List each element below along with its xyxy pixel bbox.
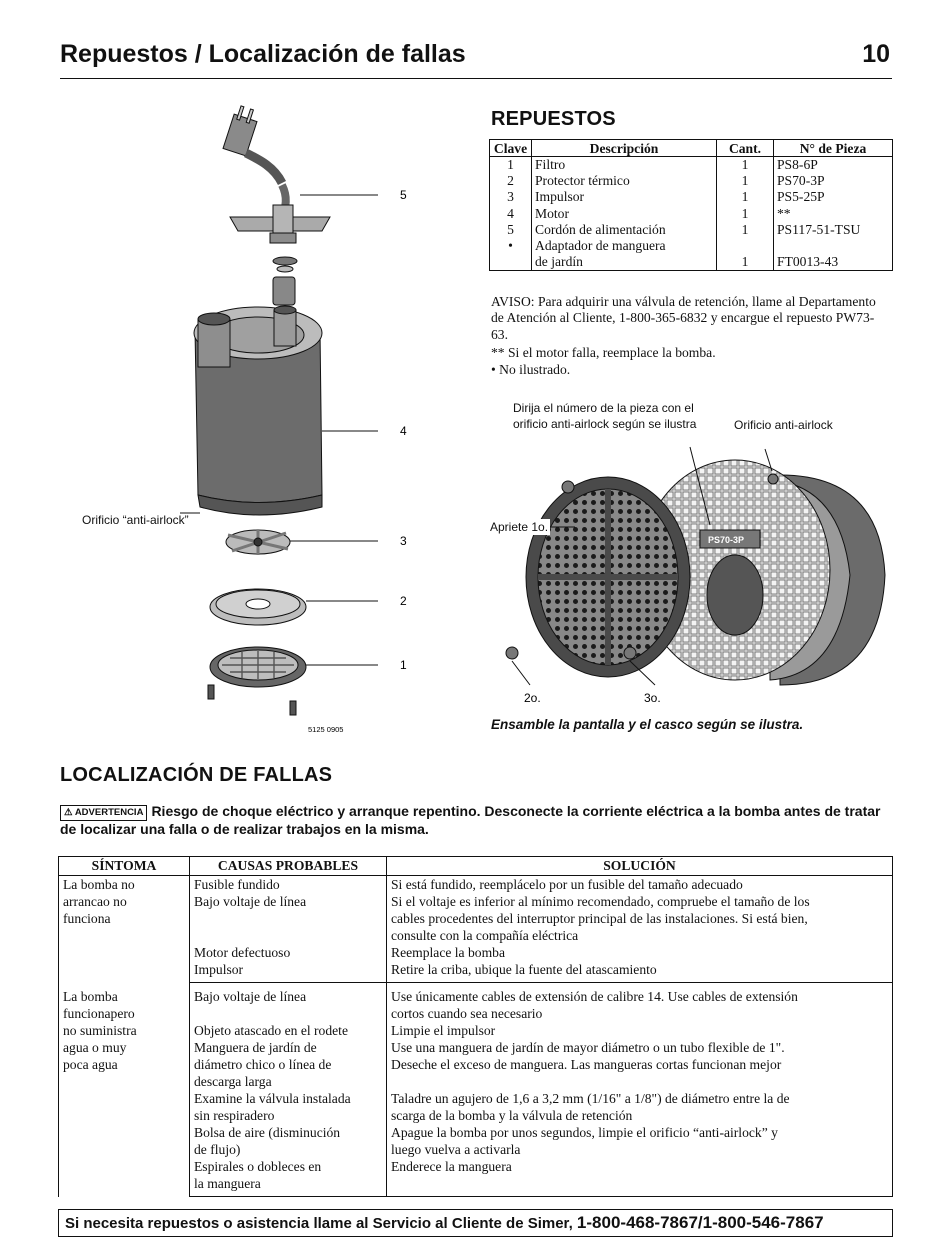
parts-row: [490, 222, 893, 238]
parts-cell: Cordón de alimentación: [532, 222, 717, 238]
solution-line: Reemplace la bomba: [391, 945, 505, 960]
impeller-icon: [226, 530, 290, 555]
cause-line: Impulsor: [194, 962, 244, 977]
cause-cell: [190, 1022, 387, 1039]
parts-cell: Protector térmico: [532, 173, 717, 189]
parts-row: [490, 254, 893, 271]
plug-icon: [223, 106, 282, 183]
step-2-label: 2o.: [524, 691, 541, 705]
symptom-line: funciona: [63, 911, 111, 926]
parts-cell: 1: [717, 173, 774, 189]
warning-badge: ⚠ ADVERTENCIA: [60, 805, 147, 821]
drawing-number: 5125 0905: [308, 725, 344, 734]
thermal-protector-icon: [210, 589, 306, 625]
col-sintoma: SÍNTOMA: [59, 857, 190, 876]
col-solucion: SOLUCIÓN: [387, 857, 893, 876]
symptom-cell: [59, 983, 190, 1197]
cause-cell: [190, 1090, 387, 1124]
solution-line: Retire la criba, ubique la fuente del atascamiento: [391, 962, 657, 977]
page-number: 10: [862, 40, 890, 68]
parts-cell: 1: [717, 222, 774, 238]
exploded-pump-diagram: [60, 105, 460, 745]
parts-cell: 1: [717, 189, 774, 205]
col-clave: Clave: [490, 140, 532, 157]
parts-cell: 1: [717, 206, 774, 222]
parts-cell: 2: [490, 173, 532, 189]
cause-line: Bajo voltaje de línea: [194, 894, 307, 909]
footer-contact: [58, 1209, 893, 1237]
airlock-label-right: Orificio anti-airlock: [734, 418, 833, 432]
parts-cell: [774, 238, 893, 254]
solution-line: Use una manguera de jardín de mayor diámetro o un tubo flexible de 1".: [391, 1040, 785, 1055]
parts-cell: •: [490, 238, 532, 254]
note-not-shown: • No ilustrado.: [491, 361, 571, 377]
symptom-line: poca agua: [63, 1056, 118, 1072]
page-header: [60, 38, 892, 79]
cause-cell: [190, 1124, 387, 1158]
cause-line: Bolsa de aire (disminución: [194, 1125, 341, 1140]
footer-text: Si necesita repuestos o asistencia llame al Servicio al Cliente de Simer,: [65, 1215, 573, 1232]
parts-cell: PS8-6P: [774, 157, 893, 174]
solution-cell: [387, 1124, 893, 1158]
callout-3: 3: [400, 534, 407, 548]
page-title: Repuestos / Localización de fallas: [60, 40, 466, 68]
filter-screen-icon: [210, 647, 306, 687]
cause-line: Objeto atascado en el rodete: [194, 1023, 348, 1038]
cause-line: Manguera de jardín de: [194, 1040, 317, 1055]
motor-housing-icon: [194, 306, 322, 515]
step-1-label: Apriete 1o.: [490, 520, 549, 534]
parts-row: [490, 157, 893, 174]
warning-notice: [60, 803, 894, 839]
symptom-line: La bomba: [63, 988, 118, 1004]
cause-line: la manguera: [194, 1176, 261, 1191]
footer-phones: 1-800-468-7867/1-800-546-7867: [576, 1213, 824, 1232]
parts-cell: 1: [717, 254, 774, 271]
parts-table: [489, 139, 893, 271]
solution-line: consulte con la compañía eléctrica: [391, 928, 579, 943]
parts-cell: 4: [490, 206, 532, 222]
cause-line: diámetro chico o línea de: [194, 1057, 332, 1072]
parts-cell: [717, 238, 774, 254]
solution-line: Si está fundido, reemplácelo por un fusible del tamaño adecuado: [391, 877, 743, 892]
cause-line: de flujo): [194, 1142, 241, 1157]
parts-title: REPUESTOS: [491, 108, 616, 130]
warning-text: Riesgo de choque eléctrico y arranque repentino. Desconecte la corriente eléctrica a la bomba antes de tratar de localizar una falla o de realizar trabajos en la misma.: [60, 803, 881, 837]
note-motor: ** Si el motor falla, reemplace la bomba.: [491, 345, 716, 361]
trouble-row: [59, 876, 893, 894]
callout-4: 4: [400, 424, 407, 438]
step-3-label: 3o.: [644, 691, 661, 705]
assembly-diagram: [490, 435, 890, 715]
solution-cell: [387, 1039, 893, 1090]
parts-row: [490, 206, 893, 222]
cause-line: Bajo voltaje de línea: [194, 989, 307, 1004]
solution-cell: [387, 1090, 893, 1124]
col-descripcion: Descripción: [532, 140, 717, 157]
troubleshooting-title: LOCALIZACIÓN DE FALLAS: [60, 764, 333, 786]
callout-1: 1: [400, 658, 407, 672]
solution-line: scarga de la bomba y la válvula de retención: [391, 1108, 633, 1123]
solution-line: Si el voltaje es inferior al mínimo recomendado, compruebe el tamaño de los: [391, 894, 810, 909]
col-cant: Cant.: [717, 140, 774, 157]
parts-cell: PS70-3P: [774, 173, 893, 189]
parts-cell: PS5-25P: [774, 189, 893, 205]
callout-5: 5: [400, 188, 407, 202]
symptom-cell: [59, 876, 190, 983]
parts-row: [490, 173, 893, 189]
cord-clamp-icon: [230, 205, 330, 243]
cause-line: Examine la válvula instalada: [194, 1091, 351, 1106]
direction-label: Dirija el número de la pieza con el orificio anti-airlock según se ilustra: [513, 401, 697, 431]
parts-cell: PS117-51-TSU: [774, 222, 893, 238]
parts-cell: 3: [490, 189, 532, 205]
parts-cell: FT0013-43: [774, 254, 893, 271]
parts-cell: [490, 254, 532, 271]
airlock-label-left: Orificio “anti-airlock”: [82, 513, 189, 527]
cause-line: Espirales o dobleces en: [194, 1159, 322, 1174]
solution-line: luego vuelva a activarla: [391, 1142, 521, 1157]
parts-cell: **: [774, 206, 893, 222]
callout-2: 2: [400, 594, 407, 608]
notice-text: AVISO: Para adquirir una válvula de retención, llame al Departamento de Atención al Cliente, 1-800-365-6832 y encargue el repuesto PW73-63.: [491, 294, 876, 342]
cause-cell: [190, 961, 387, 983]
part-stamp: PS70-3P: [708, 535, 745, 545]
parts-row: [490, 189, 893, 205]
cause-line: sin respiradero: [194, 1108, 275, 1123]
solution-line: Taladre un agujero de 1,6 a 3,2 mm (1/16" a 1/8") de diámetro entre la de: [391, 1091, 790, 1106]
parts-cell: Filtro: [532, 157, 717, 174]
solution-line: Enderece la manguera: [391, 1159, 512, 1174]
parts-notes: [491, 294, 891, 378]
symptom-line: no suministra: [63, 1022, 137, 1038]
parts-cell: de jardín: [532, 254, 717, 271]
parts-cell: Impulsor: [532, 189, 717, 205]
solution-line: Limpie el impulsor: [391, 1023, 496, 1038]
parts-row: [490, 238, 893, 254]
symptom-line: funcionapero: [63, 1005, 135, 1021]
parts-cell: 1: [717, 157, 774, 174]
solution-line: Use únicamente cables de extensión de calibre 14. Use cables de extensión: [391, 989, 798, 1004]
solution-cell: [387, 1158, 893, 1197]
cause-line: descarga larga: [194, 1074, 272, 1089]
col-pieza: N° de Pieza: [774, 140, 893, 157]
solution-cell: [387, 893, 893, 944]
solution-cell: [387, 1022, 893, 1039]
symptom-line: arrancao no: [63, 894, 127, 909]
cause-line: Fusible fundido: [194, 877, 280, 892]
cause-cell: [190, 876, 387, 894]
solution-line: Deseche el exceso de manguera. Las mangueras cortas funcionan mejor: [391, 1057, 782, 1072]
cause-line: Motor defectuoso: [194, 945, 291, 960]
parts-cell: Motor: [532, 206, 717, 222]
trouble-row: [59, 983, 893, 1023]
solution-line: Apague la bomba por unos segundos, limpie el orificio “anti-airlock” y: [391, 1125, 778, 1140]
assembly-caption: Ensamble la pantalla y el casco según se ilustra.: [491, 717, 804, 732]
solution-cell: [387, 961, 893, 983]
troubleshooting-table: [58, 856, 893, 1197]
parts-cell: 1: [490, 157, 532, 174]
solution-cell: [387, 876, 893, 894]
parts-cell: Adaptador de manguera: [532, 238, 717, 254]
symptom-line: La bomba no: [63, 877, 135, 892]
cause-cell: [190, 1158, 387, 1197]
parts-cell: 5: [490, 222, 532, 238]
filter-screen-front-icon: [526, 477, 690, 677]
solution-cell: [387, 983, 893, 1023]
solution-cell: [387, 944, 893, 961]
cause-cell: [190, 893, 387, 944]
cause-cell: [190, 1039, 387, 1090]
col-causas: CAUSAS PROBABLES: [190, 857, 387, 876]
symptom-line: agua o muy: [63, 1039, 127, 1055]
cause-cell: [190, 944, 387, 961]
cause-cell: [190, 983, 387, 1023]
solution-line: cables procedentes del interruptor principal de las instalaciones. Si está bien,: [391, 911, 808, 926]
solution-line: cortos cuando sea necesario: [391, 1006, 543, 1021]
